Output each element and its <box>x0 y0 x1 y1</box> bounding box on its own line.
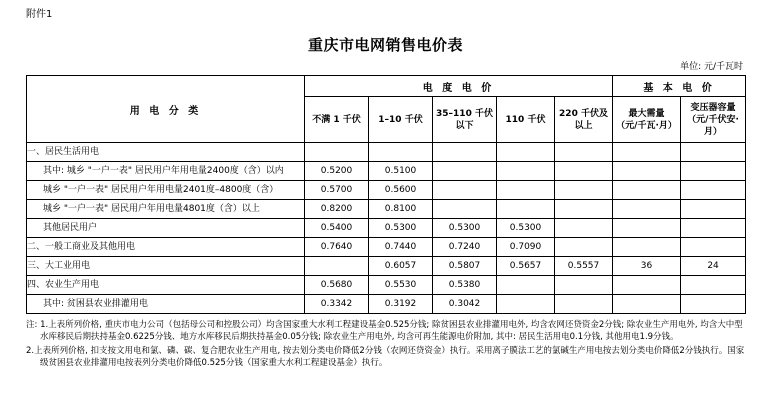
table-row <box>27 295 746 314</box>
rate-cell <box>305 257 369 276</box>
row-label: 四、农业生产用电 <box>27 276 305 295</box>
note-item <box>26 345 745 369</box>
table-row <box>27 181 746 200</box>
rate-cell: 0.5700 <box>305 181 369 200</box>
rate-cell <box>555 162 613 181</box>
rate-cell: 0.5680 <box>305 276 369 295</box>
rate-cell: 0.5200 <box>305 162 369 181</box>
header-group-capacity: 基 本 电 价 <box>613 76 746 97</box>
rate-cell <box>555 295 613 314</box>
rate-cell <box>613 219 681 238</box>
rate-cell <box>555 181 613 200</box>
rate-cell: 0.5657 <box>497 257 555 276</box>
rate-cell: 0.7440 <box>369 238 433 257</box>
rate-cell: 0.6057 <box>369 257 433 276</box>
table-row <box>27 200 746 219</box>
rate-cell <box>613 181 681 200</box>
rate-cell: 0.7090 <box>497 238 555 257</box>
rate-cell <box>369 143 433 162</box>
table-body <box>27 143 746 314</box>
rate-cell <box>555 143 613 162</box>
rate-cell <box>497 143 555 162</box>
note-text: 注: 1.上表所列价格, 重庆市电力公司（包括母公司和控股公司）均含国家重大水利工程建设基金0.525分钱; 除贫困县农业排灌用电外, 均含农网还贷资金2分钱; 除农业生产用电外, 均含大中型水库移民后期扶持基金0.6225分钱、地方水库移民后期扶持基金0.05分钱; 除农业生产用电外, 均含可再生能源电价附加, 其中: 居民生活用电0.1分钱, 其他用电1.9分钱。 <box>26 320 743 342</box>
rate-cell <box>433 143 497 162</box>
rate-cell: 36 <box>613 257 681 276</box>
rate-cell <box>305 143 369 162</box>
rate-cell: 24 <box>681 257 746 276</box>
row-label: 三、大工业用电 <box>27 257 305 276</box>
table-row <box>27 257 746 276</box>
rate-cell: 0.5807 <box>433 257 497 276</box>
rate-cell: 0.5400 <box>305 219 369 238</box>
rate-cell <box>433 200 497 219</box>
rate-cell: 0.5380 <box>433 276 497 295</box>
row-label: 其他居民用户 <box>27 219 305 238</box>
rate-cell <box>613 238 681 257</box>
rate-cell <box>497 200 555 219</box>
rate-cell: 0.5600 <box>369 181 433 200</box>
row-label: 其中: 城乡 "一户一表" 居民用户年用电量2400度（含）以内 <box>27 162 305 181</box>
rate-cell <box>555 276 613 295</box>
rate-cell <box>681 276 746 295</box>
rate-cell <box>555 219 613 238</box>
header-col-35-110kv: 35–110 千伏以下 <box>433 97 497 143</box>
rate-cell <box>497 162 555 181</box>
header-max-demand-unit: （元/千瓦·月） <box>616 120 677 131</box>
rate-cell: 0.5557 <box>555 257 613 276</box>
header-col-lt1kv: 不满 1 千伏 <box>305 97 369 143</box>
table-row <box>27 238 746 257</box>
rate-cell: 0.5300 <box>433 219 497 238</box>
rate-cell <box>681 200 746 219</box>
row-label: 城乡 "一户一表" 居民用户年用电量2401度–4800度（含） <box>27 181 305 200</box>
header-col-transformer <box>681 97 746 143</box>
table-row <box>27 143 746 162</box>
electricity-price-table <box>26 75 746 314</box>
attachment-label: 附件1 <box>26 9 53 20</box>
table-header-row-1 <box>27 76 746 97</box>
rate-cell <box>555 238 613 257</box>
rate-cell: 0.5300 <box>369 219 433 238</box>
header-col-max-demand <box>613 97 681 143</box>
rate-cell <box>433 181 497 200</box>
table-notes <box>26 319 745 369</box>
note-item <box>26 319 745 343</box>
note-text: 2.上表所列价格, 扣支按文用电和氯、磷、碳、复合肥农业生产用电, 按去划分类电价降低2分钱（农网还贷资金）执行。采用离子膜法工艺的氯碱生产用电按去划分类电价降低2分钱执行。国家级贫困县农业排灌用电按表列分类电价降低0.525分钱（国家重大水利工程建设基金）执行。 <box>26 346 745 368</box>
rate-cell <box>613 295 681 314</box>
table-row <box>27 162 746 181</box>
rate-cell <box>613 162 681 181</box>
rate-cell <box>433 162 497 181</box>
table-row <box>27 219 746 238</box>
rate-cell <box>681 238 746 257</box>
rate-cell <box>497 276 555 295</box>
rate-cell: 0.8200 <box>305 200 369 219</box>
rate-cell: 0.7240 <box>433 238 497 257</box>
rate-cell <box>681 143 746 162</box>
rate-cell: 0.3192 <box>369 295 433 314</box>
header-max-demand-title: 最大需量 <box>628 108 665 119</box>
rate-cell <box>497 295 555 314</box>
rate-cell <box>681 181 746 200</box>
header-category: 用 电 分 类 <box>27 76 305 143</box>
rate-cell <box>613 143 681 162</box>
page-title: 重庆市电网销售电价表 <box>307 36 463 54</box>
header-col-110kv: 110 千伏 <box>497 97 555 143</box>
rate-cell: 0.5300 <box>497 219 555 238</box>
rate-cell: 0.8100 <box>369 200 433 219</box>
header-col-1-10kv: 1–10 千伏 <box>369 97 433 143</box>
unit-note: 单位: 元/千瓦时 <box>680 62 743 72</box>
rate-cell <box>681 162 746 181</box>
row-label: 其中: 贫困县农业排灌用电 <box>27 295 305 314</box>
header-transformer-title: 变压器容量 <box>690 102 736 113</box>
header-transformer-unit: （元/千伏安·月） <box>687 114 739 137</box>
rate-cell: 0.7640 <box>305 238 369 257</box>
rate-cell <box>613 276 681 295</box>
rate-cell <box>681 219 746 238</box>
header-group-energy: 电 度 电 价 <box>305 76 613 97</box>
row-label: 城乡 "一户一表" 居民用户年用电量4801度（含）以上 <box>27 200 305 219</box>
rate-cell: 0.5100 <box>369 162 433 181</box>
rate-cell: 0.3042 <box>433 295 497 314</box>
rate-cell <box>681 295 746 314</box>
rate-cell <box>613 200 681 219</box>
row-label: 一、居民生活用电 <box>27 143 305 162</box>
rate-cell: 0.5530 <box>369 276 433 295</box>
rate-cell <box>497 181 555 200</box>
table-row <box>27 276 746 295</box>
rate-cell <box>555 200 613 219</box>
header-col-220kv: 220 千伏及以上 <box>555 97 613 143</box>
row-label: 二、一般工商业及其他用电 <box>27 238 305 257</box>
rate-cell: 0.3342 <box>305 295 369 314</box>
